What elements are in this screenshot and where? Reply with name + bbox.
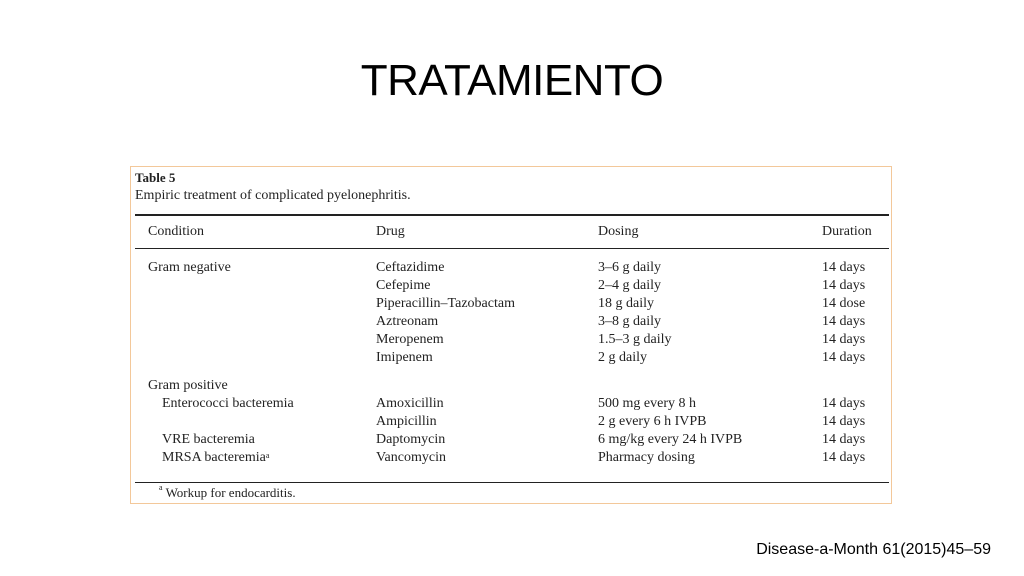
row-duration: 14 days bbox=[822, 278, 866, 293]
row-duration: 14 days bbox=[822, 414, 866, 429]
column-header-duration: Duration bbox=[822, 224, 872, 239]
table-footnote bbox=[159, 485, 296, 501]
row-drug: Daptomycin bbox=[376, 432, 446, 447]
row-condition: Gram negative bbox=[148, 260, 231, 275]
table-caption: Empiric treatment of complicated pyelonephritis. bbox=[135, 188, 411, 203]
table-header-rule bbox=[135, 248, 889, 249]
row-condition-text: MRSA bacteremia bbox=[162, 450, 266, 465]
row-dosing: 2–4 g daily bbox=[598, 278, 661, 293]
footnote-text: Workup for endocarditis. bbox=[165, 485, 296, 500]
row-condition bbox=[162, 449, 269, 467]
row-condition-group: Gram positive bbox=[148, 378, 228, 393]
table-label: Table 5 bbox=[135, 170, 176, 185]
row-duration: 14 days bbox=[822, 260, 866, 275]
row-dosing: 2 g every 6 h IVPB bbox=[598, 414, 707, 429]
row-drug: Piperacillin–Tazobactam bbox=[376, 296, 515, 311]
row-dosing: 3–6 g daily bbox=[598, 260, 661, 275]
row-duration: 14 days bbox=[822, 432, 866, 447]
row-duration: 14 days bbox=[822, 450, 866, 465]
row-drug: Amoxicillin bbox=[376, 396, 444, 411]
table-top-rule bbox=[135, 214, 889, 216]
row-drug: Meropenem bbox=[376, 332, 444, 347]
row-duration: 14 days bbox=[822, 396, 866, 411]
column-header-drug: Drug bbox=[376, 224, 405, 239]
row-dosing: 6 mg/kg every 24 h IVPB bbox=[598, 432, 743, 447]
row-drug: Ampicillin bbox=[376, 414, 437, 429]
footnote-marker: a bbox=[265, 451, 270, 460]
table-bottom-rule bbox=[135, 482, 889, 483]
row-dosing: 18 g daily bbox=[598, 296, 654, 311]
row-duration: 14 days bbox=[822, 350, 866, 365]
row-duration: 14 days bbox=[822, 314, 866, 329]
row-condition: VRE bacteremia bbox=[162, 432, 255, 447]
citation: Disease-a-Month 61(2015)45–59 bbox=[756, 541, 991, 558]
slide-title: TRATAMIENTO bbox=[360, 56, 664, 105]
row-dosing: 500 mg every 8 h bbox=[598, 396, 696, 411]
row-duration: 14 dose bbox=[822, 296, 866, 311]
table-figure bbox=[130, 166, 892, 504]
row-dosing: Pharmacy dosing bbox=[598, 450, 695, 465]
row-drug: Cefepime bbox=[376, 278, 431, 293]
row-dosing: 3–8 g daily bbox=[598, 314, 661, 329]
column-header-dosing: Dosing bbox=[598, 224, 639, 239]
column-header-condition: Condition bbox=[148, 224, 205, 239]
row-duration: 14 days bbox=[822, 332, 866, 347]
row-condition: Enterococci bacteremia bbox=[162, 396, 294, 411]
footnote-marker: a bbox=[159, 483, 163, 492]
row-dosing: 1.5–3 g daily bbox=[598, 332, 672, 347]
row-drug: Aztreonam bbox=[376, 314, 439, 329]
row-drug: Ceftazidime bbox=[376, 260, 445, 275]
row-drug: Vancomycin bbox=[376, 450, 446, 465]
row-drug: Imipenem bbox=[376, 350, 433, 365]
row-dosing: 2 g daily bbox=[598, 350, 647, 365]
